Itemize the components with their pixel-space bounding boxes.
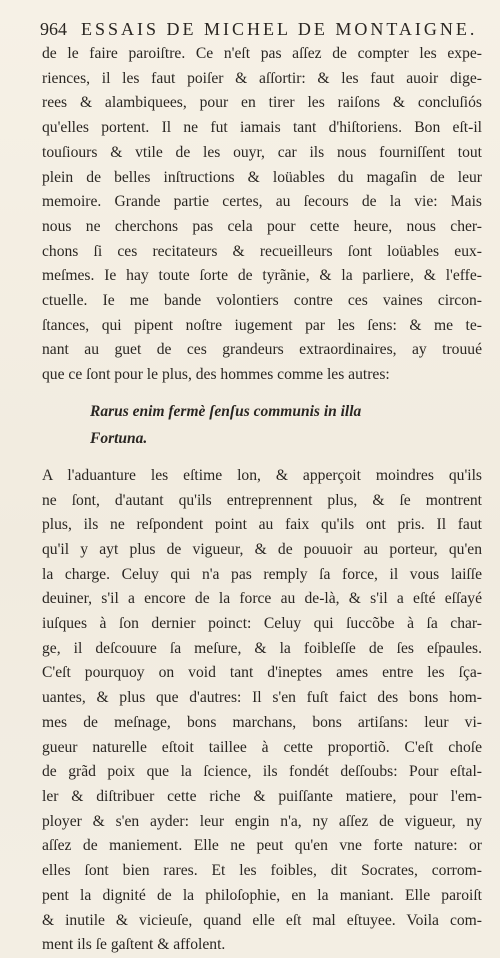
text-line: elles ſont bien rares. Et les foibles, dit Socrates, corrom- [42, 862, 482, 880]
text-line: pent la dignité de la philoſophie, en la maniant. Elle paroiſt [42, 886, 482, 904]
text-line: chons ſi ces recitateurs & recueilleurs ſont loüables eux- [42, 242, 482, 260]
text-line: rees & alambiquees, pour en tirer les raiſons & concluſiós [42, 94, 482, 112]
text-line: deuiner, s'il a encore de la force au de-là, & s'il a eſté eſſayé [42, 590, 482, 608]
text-line: C'eſt pourquoy on void tant d'ineptes ames entre les ſça- [42, 664, 482, 682]
text-line: ment ils ſe gaſtent & affolent. [42, 936, 226, 954]
text-line: mes de meſnage, bons marchans, bons artiſans: leur vi- [42, 713, 482, 731]
text-line: qu'il y ayt plus de vigueur, & de pouuoir au porteur, qu'en [42, 540, 482, 558]
text-line: aſſez de maniement. Elle ne peut qu'en vne forte nature: or [42, 837, 482, 855]
text-line: A l'aduanture les eſtime lon, & apperçoit moindres qu'ils [42, 466, 482, 484]
text-line: memoire. Grande partie certes, au ſecours de la vie: Mais [42, 193, 482, 211]
page-header [40, 18, 482, 40]
text-line: ployer & s'en ayder: leur engin n'a, ny aſſez de vigueur, ny [42, 812, 482, 830]
text-line: ne ſont, d'autant qu'ils entreprennent plus, & ſe montrent [42, 491, 482, 509]
text-line: gueur naturelle eſtoit taillee à cette proportiõ. C'eſt choſe [42, 738, 482, 756]
quote-line: Fortuna. [90, 429, 148, 447]
text-line: iuſques à ſon dernier poinct: Celuy qui ſuccõbe à ſa char- [42, 615, 482, 633]
text-line: plein de belles inſtructions & loüables du magaſin de leur [42, 168, 482, 186]
quote-line: Rarus enim fermè ſenſus communis in illa [90, 402, 362, 420]
text-line: de le faire paroiſtre. Ce n'eſt pas aſſez de compter les expe- [42, 45, 482, 62]
text-line: qu'elles portent. Il ne fut iamais tant d'hiſtoriens. Bon eſt-il [42, 119, 482, 137]
text-line: de grãd poix que la ſcience, ils fondét deſſoubs: Pour eſtal- [42, 763, 482, 781]
text-line: ge, il deſcouure ſa meſure, & la foibleſſe de ſes eſpaules. [42, 639, 482, 657]
text-line: ſtances, qui pipent noſtre iugement par les ſens: & me te- [42, 316, 482, 334]
text-line: touſiours & vtile de les ouyr, car ils nous fourniſſent tout [42, 143, 482, 161]
text-line: uantes, & plus que d'autres: Il s'en fuſt faict des bons hom- [42, 689, 482, 707]
paragraph-2 [42, 464, 482, 958]
text-line: la charge. Celuy qui n'a pas remply ſa force, il vous laiſſe [42, 565, 482, 583]
page-number: 964 [40, 19, 67, 39]
latin-quotation [90, 398, 482, 452]
text-line: ctuelle. Ie me bande volontiers contre ces vaines circon- [42, 292, 482, 310]
text-line: ler & diſtribuer cette riche & puiſſante matiere, pour l'em- [42, 787, 482, 805]
text-line: plus, ils ne reſpondent point au faix qu'ils ont pris. Il faut [42, 516, 482, 534]
running-title: ESSAIS DE MICHEL DE MONTAIGNE. [81, 19, 478, 39]
text-line: nant au guet de ces grandeurs extraordinaires, ay trouué [42, 341, 482, 359]
text-line: riences, il les faut poiſer & aſſortir: & les faut auoir dige- [42, 69, 482, 87]
paragraph-1 [42, 42, 482, 388]
text-line: meſmes. Ie hay toute ſorte de tyrãnie, & la parliere, & l'effe- [42, 267, 482, 285]
text-line: que ce ſont pour le plus, des hommes comme les autres: [42, 366, 390, 384]
text-line: nous ne cherchons pas cela pour cette heure, nous cher- [42, 217, 482, 235]
body-text [42, 42, 482, 958]
text-line: & inutile & vicieuſe, quand elle eſt mal eſtuyee. Voila com- [42, 911, 482, 929]
